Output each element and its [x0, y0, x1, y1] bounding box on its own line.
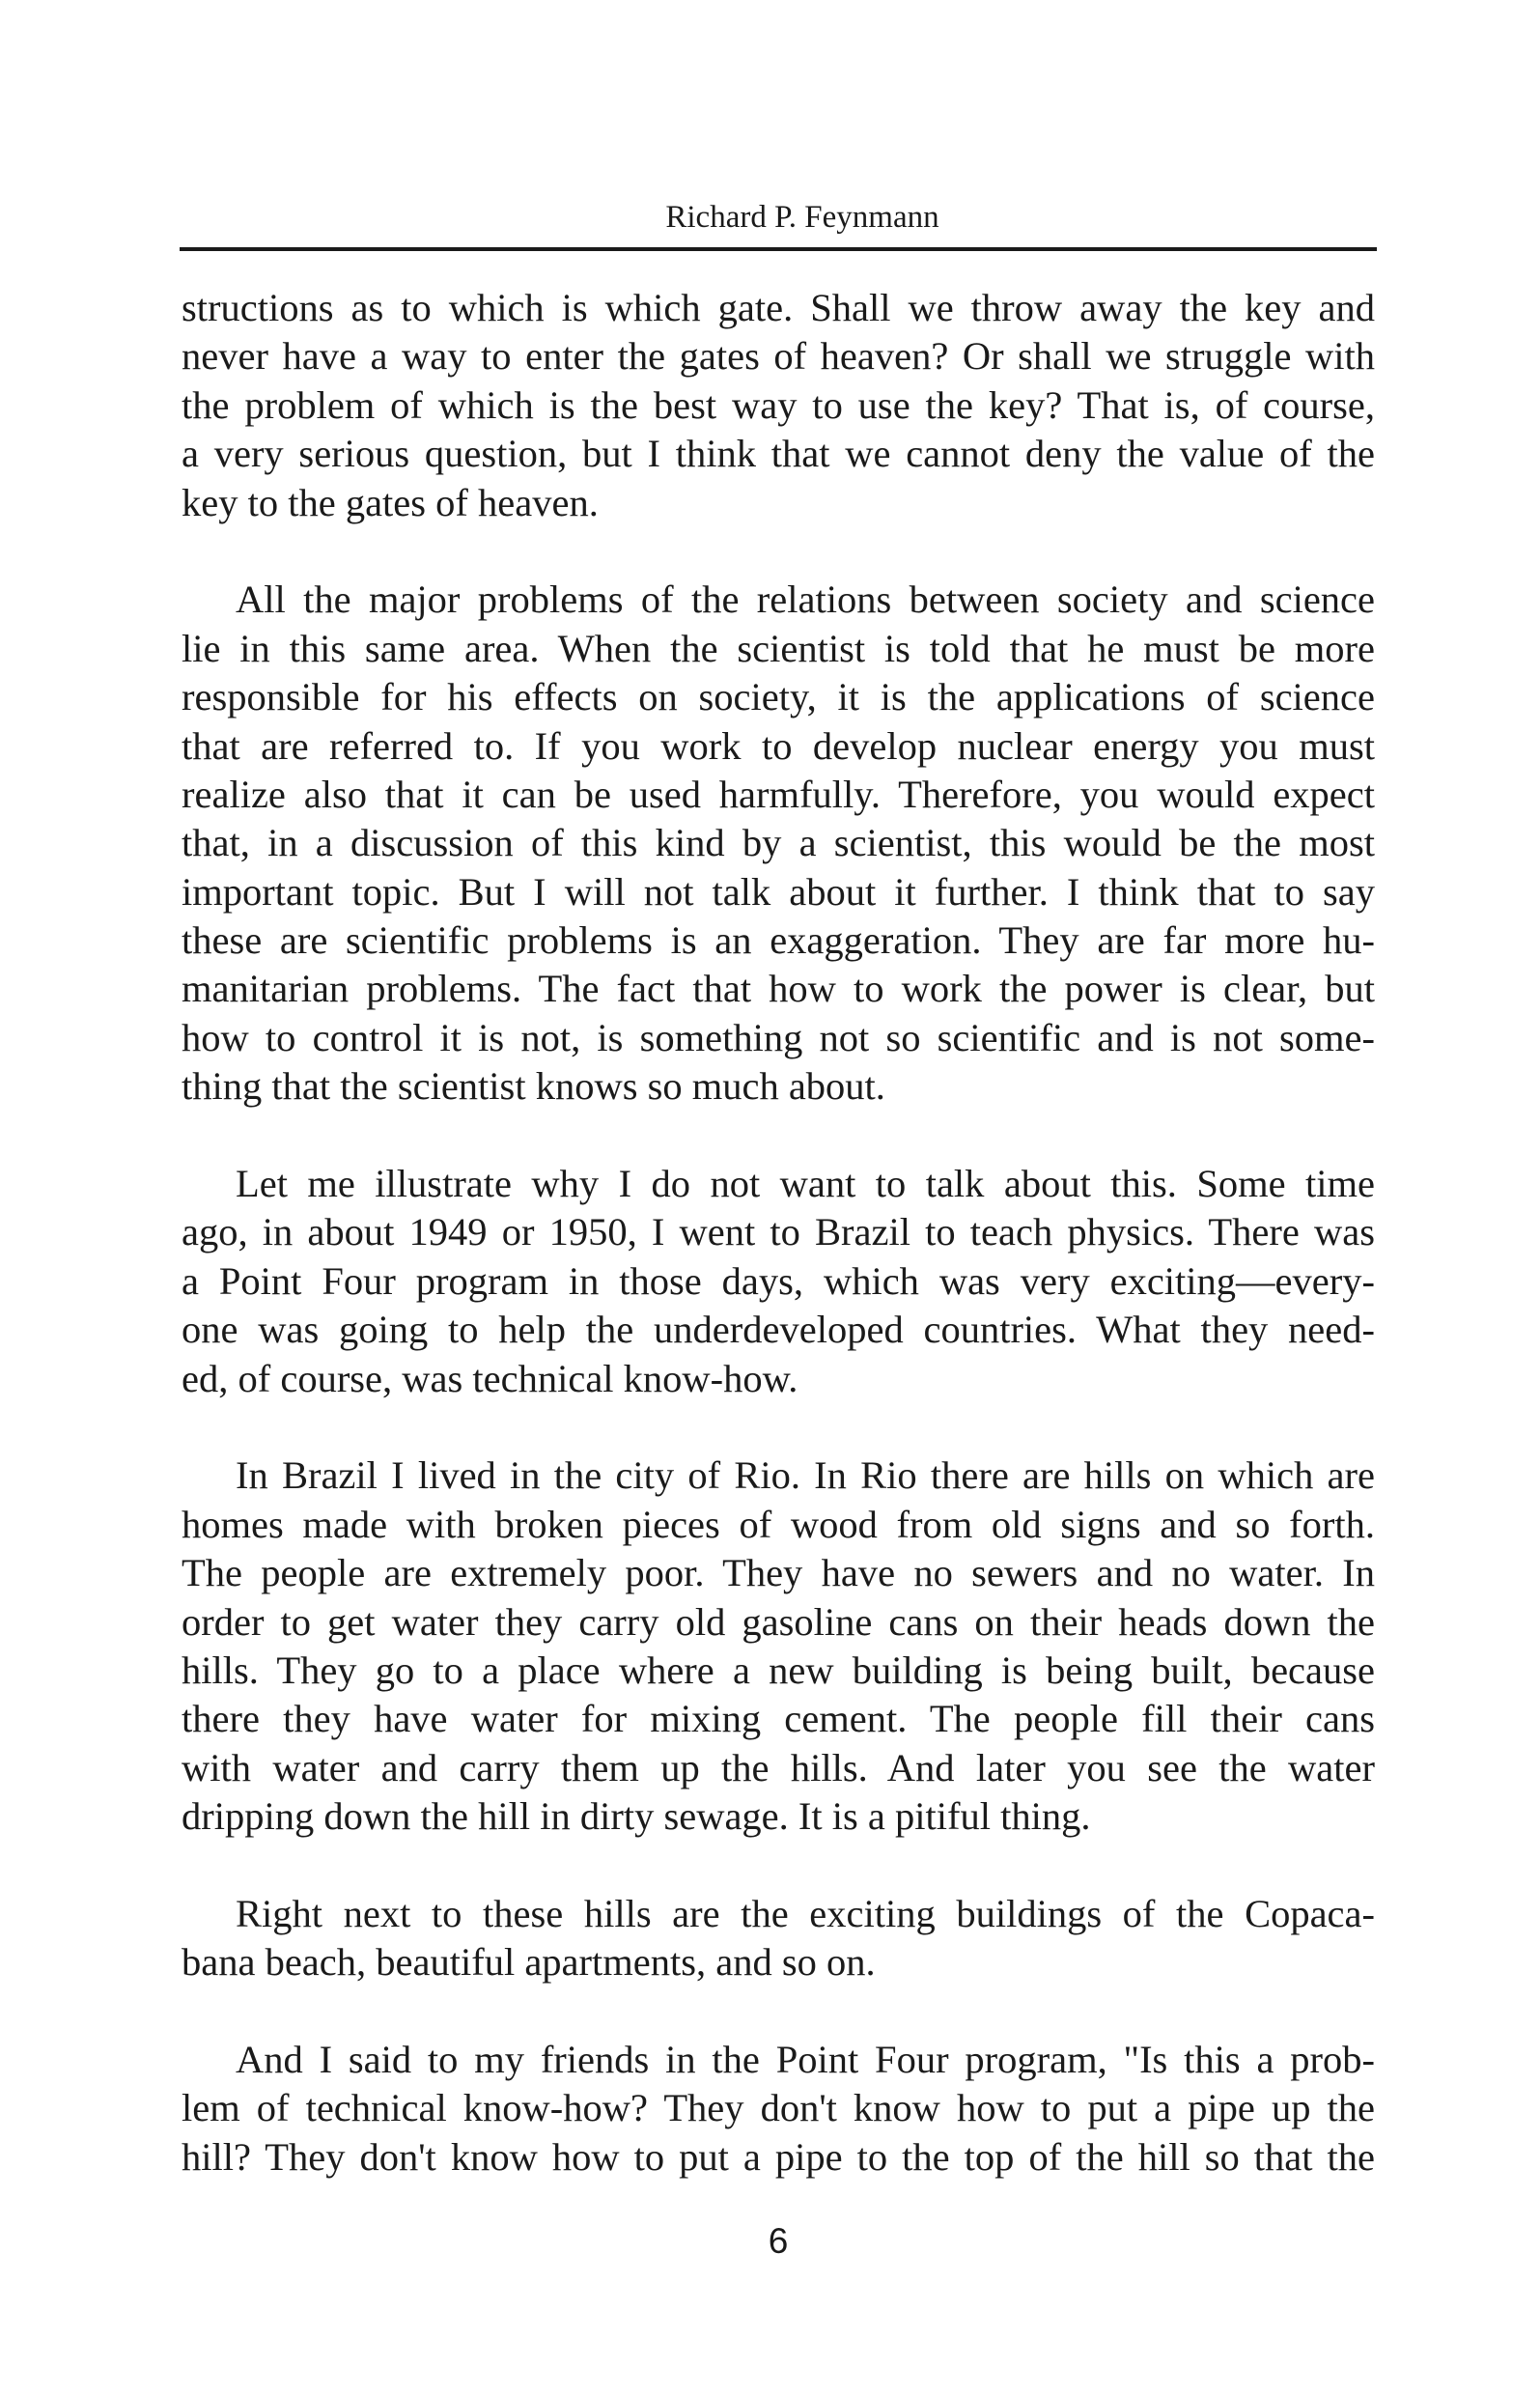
- text-line: hills. They go to a place where a new building is being built, because: [182, 1648, 1375, 1692]
- text-line: structions as to which is which gate. Shall we throw away the key and: [182, 286, 1375, 329]
- text-line: there they have water for mixing cement. The people fill their cans: [182, 1697, 1375, 1741]
- paragraph: [182, 1890, 1375, 1987]
- text-line: one was going to help the underdeveloped countries. What they need-: [182, 1308, 1375, 1352]
- paragraph: [182, 284, 1375, 527]
- text-line: dripping down the hill in dirty sewage. It is a pitiful thing.: [182, 1794, 1091, 1839]
- text-line: ed, of course, was technical know-how.: [182, 1356, 798, 1400]
- page-number: 6: [768, 2221, 789, 2261]
- text-line: Right next to these hills are the exciting buildings of the Copaca-: [236, 1891, 1375, 1935]
- text-line: Let me illustrate why I do not want to talk about this. Some time: [236, 1162, 1375, 1206]
- text-line: In Brazil I lived in the city of Rio. In Rio there are hills on which are: [236, 1453, 1375, 1498]
- text-line: responsible for his effects on society, it is the applications of science: [182, 675, 1375, 719]
- paragraph: [182, 1451, 1375, 1841]
- header-rule: [180, 247, 1377, 251]
- text-line: hill? They don't know how to put a pipe to the top of the hill so that the: [182, 2134, 1375, 2179]
- text-line: All the major problems of the relations between society and science: [236, 578, 1375, 622]
- text-line: that, in a discussion of this kind by a scientist, this would be the most: [182, 821, 1375, 865]
- paragraph: [182, 1160, 1375, 1403]
- text-line: that are referred to. If you work to develop nuclear energy you must: [182, 723, 1375, 768]
- text-line: realize also that it can be used harmfully. Therefore, you would expect: [182, 772, 1375, 816]
- text-line: important topic. But I will not talk about it further. I think that to say: [182, 869, 1375, 914]
- text-line: homes made with broken pieces of wood from old signs and so forth.: [182, 1502, 1375, 1546]
- text-line: And I said to my friends in the Point Four program, "Is this a prob-: [236, 2038, 1375, 2082]
- text-line: order to get water they carry old gasoline cans on their heads down the: [182, 1599, 1375, 1644]
- text-line: these are scientific problems is an exaggeration. They are far more hu-: [182, 918, 1375, 963]
- paragraph: [182, 576, 1375, 1111]
- text-line: a Point Four program in those days, which was very exciting—every-: [182, 1258, 1375, 1303]
- text-line: a very serious question, but I think that we cannot deny the value of the: [182, 432, 1375, 476]
- text-line: manitarian problems. The fact that how to work the power is clear, but: [182, 967, 1375, 1011]
- text-line: bana beach, beautiful apartments, and so on.: [182, 1940, 876, 1985]
- text-line: ago, in about 1949 or 1950, I went to Brazil to teach physics. There was: [182, 1210, 1375, 1254]
- text-line: never have a way to enter the gates of heaven? Or shall we struggle with: [182, 334, 1375, 379]
- text-line: with water and carry them up the hills. And later you see the water: [182, 1745, 1375, 1789]
- paragraph: [182, 2036, 1375, 2182]
- text-line: lie in this same area. When the scientist is told that he must be more: [182, 626, 1375, 670]
- text-line: how to control it is not, is something not so scientific and is not some-: [182, 1015, 1375, 1059]
- text-line: The people are extremely poor. They have no sewers and no water. In: [182, 1551, 1375, 1595]
- text-line: lem of technical know-how? They don't know how to put a pipe up the: [182, 2086, 1375, 2130]
- body-text: [182, 284, 1375, 2231]
- text-line: thing that the scientist knows so much about.: [182, 1064, 885, 1109]
- running-head-title: Richard P. Feynmann: [665, 200, 939, 235]
- text-line: the problem of which is the best way to use the key? That is, of course,: [182, 382, 1375, 427]
- text-line: key to the gates of heaven.: [182, 480, 599, 524]
